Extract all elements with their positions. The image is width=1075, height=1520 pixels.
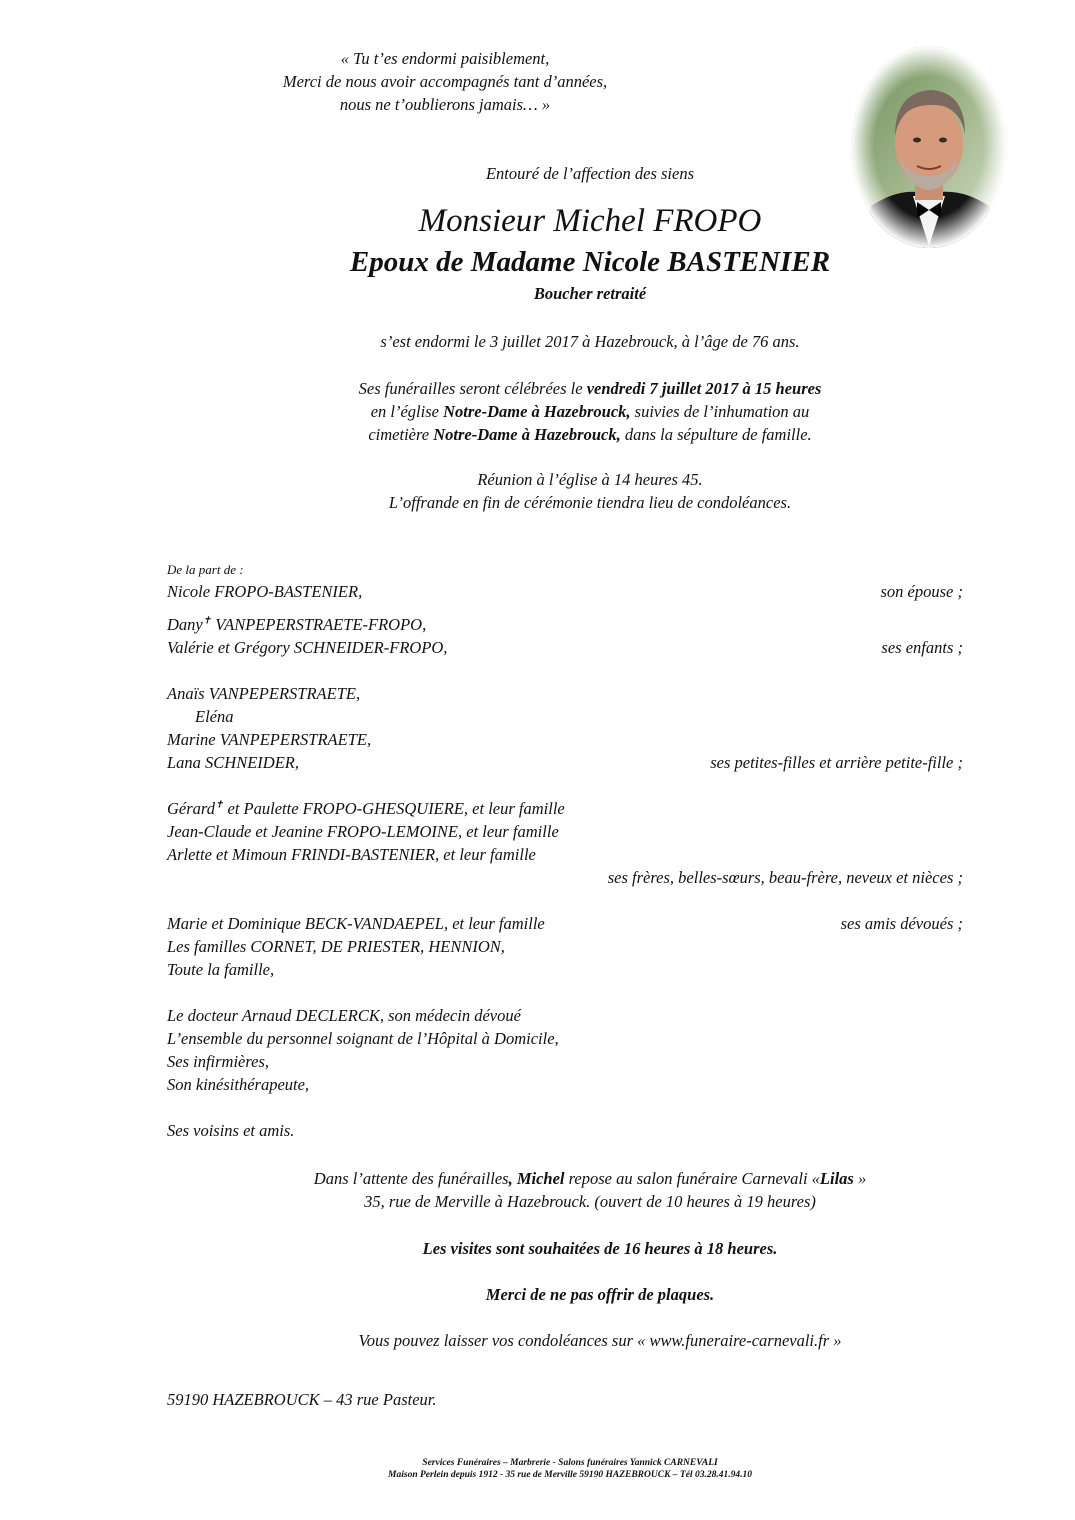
care-row-3: Ses infirmières,	[167, 1052, 270, 1071]
funeral-home-line-1	[200, 1167, 980, 1190]
funeral-info	[240, 377, 940, 446]
siblings-relation: ses frères, belles-sœurs, beau-frère, neveux et nièces ;	[607, 868, 963, 887]
sibling-row-3: Arlette et Mimoun FRINDI-BASTENIER, et leur famille	[167, 845, 536, 864]
friend-row-1	[167, 912, 967, 935]
church-name: Notre-Dame à Hazebrouck,	[443, 402, 631, 421]
great-grandchild-row: Eléna	[195, 707, 234, 726]
first-name: , Michel	[508, 1169, 565, 1188]
wife-relation: son épouse ;	[880, 582, 963, 601]
condolences-notice: Vous pouvez laisser vos condoléances sur « www.funeraire-carnevali.fr »	[358, 1331, 842, 1350]
epitaph	[240, 47, 650, 116]
grandchild-name: Lana SCHNEIDER,	[167, 753, 299, 772]
child-first-name: Dany	[167, 615, 203, 634]
family-intro: De la part de :	[167, 562, 244, 577]
epitaph-line-2: Merci de nous avoir accompagnés tant d’années,	[282, 72, 608, 91]
epitaph-line-3: nous ne t’oublierons jamais… »	[339, 95, 551, 114]
grandchild-row-1: Anaïs VANPEPERSTRAETE,	[167, 684, 361, 703]
funeral-line-2	[240, 400, 940, 423]
funeral-home-info	[200, 1167, 980, 1213]
family-list	[167, 562, 967, 1142]
funeral-home-text: »	[853, 1169, 867, 1188]
sibling-rest: et Paulette FROPO-GHESQUIERE, et leur famille	[223, 799, 565, 818]
grandchildren-relation: ses petites-filles et arrière petite-fille ;	[710, 753, 963, 772]
children-relation: ses enfants ;	[881, 638, 963, 657]
funeral-line-3	[240, 423, 940, 446]
neighbors-row: Ses voisins et amis.	[167, 1121, 295, 1140]
friends-relation: ses amis dévoués ;	[840, 914, 963, 933]
meeting-info	[240, 468, 940, 514]
cemetery-name: Notre-Dame à Hazebrouck,	[433, 425, 621, 444]
friend-name: Marie et Dominique BECK-VANDAEPEL, et leur famille	[167, 914, 545, 933]
deceased-name: Monsieur Michel FROPO	[418, 203, 762, 239]
salon-name: Lilas	[819, 1169, 854, 1188]
child-name: Valérie et Grégory SCHNEIDER-FROPO,	[167, 638, 448, 657]
wife-row	[167, 580, 967, 603]
wife-name: Nicole FROPO-BASTENIER,	[167, 582, 363, 601]
care-row-2: L’ensemble du personnel soignant de l’Hôpital à Domicile,	[167, 1029, 559, 1048]
care-row-1: Le docteur Arnaud DECLERCK, son médecin dévoué	[167, 1006, 521, 1025]
funeral-home-text: repose au salon funéraire Carnevali «	[564, 1169, 820, 1188]
sibling-row-2: Jean-Claude et Jeanine FROPO-LEMOINE, et leur famille	[167, 822, 559, 841]
address: 59190 HAZEBROUCK – 43 rue Pasteur.	[167, 1390, 437, 1409]
visits-notice: Les visites sont souhaitées de 16 heures à 18 heures.	[422, 1239, 778, 1258]
friend-row-2: Les familles CORNET, DE PRIESTER, HENNION,	[167, 937, 505, 956]
funeral-line-1	[240, 377, 940, 400]
grandchild-row-3	[167, 751, 967, 774]
occupation: Boucher retraité	[533, 284, 647, 303]
sibling-first-name: Gérard	[167, 799, 215, 818]
spouse-line: Epoux de Madame Nicole BASTENIER	[349, 246, 831, 278]
friend-row-3: Toute la famille,	[167, 960, 275, 979]
funeral-home-text: Dans l’attente des funérailles	[313, 1169, 509, 1188]
funeral-text: Ses funérailles seront célébrées le	[358, 379, 587, 398]
footer	[240, 1457, 900, 1481]
care-row-4: Son kinésithérapeute,	[167, 1075, 310, 1094]
funeral-date: vendredi 7 juillet 2017 à 15 heures	[586, 379, 822, 398]
funeral-text: dans la sépulture de famille.	[620, 425, 812, 444]
child-row-2	[167, 636, 967, 659]
funeral-text: en l’église	[370, 402, 444, 421]
funeral-text: cimetière	[368, 425, 434, 444]
death-announcement: s’est endormi le 3 juillet 2017 à Hazebrouck, à l’âge de 76 ans.	[380, 332, 800, 351]
intro-line: Entouré de l’affection des siens	[485, 164, 695, 183]
funeral-text: suivies de l’inhumation au	[630, 402, 810, 421]
meeting-line-2: L’offrande en fin de cérémonie tiendra lieu de condoléances.	[388, 493, 792, 512]
footer-line-1: Services Funéraires – Marbrerie - Salons funéraires Yannick CARNEVALI	[422, 1458, 718, 1468]
child-row-1	[167, 613, 967, 636]
meeting-line-1: Réunion à l’église à 14 heures 45.	[477, 470, 703, 489]
footer-line-2: Maison Perlein depuis 1912 - 35 rue de Merville 59190 HAZEBROUCK – Tél 03.28.41.94.10	[388, 1470, 752, 1480]
deceased-mark-icon: ✝	[202, 615, 212, 627]
child-surname: VANPEPERSTRAETE-FROPO,	[211, 615, 427, 634]
plaques-notice: Merci de ne pas offrir de plaques.	[485, 1285, 715, 1304]
deceased-mark-icon: ✝	[214, 799, 224, 811]
epitaph-line-1: « Tu t’es endormi paisiblement,	[340, 49, 550, 68]
grandchild-row-2: Marine VANPEPERSTRAETE,	[167, 730, 372, 749]
siblings-relation-row	[167, 866, 967, 889]
sibling-row-1	[167, 797, 967, 820]
funeral-home-line-2: 35, rue de Merville à Hazebrouck. (ouvert de 10 heures à 19 heures)	[364, 1192, 816, 1211]
